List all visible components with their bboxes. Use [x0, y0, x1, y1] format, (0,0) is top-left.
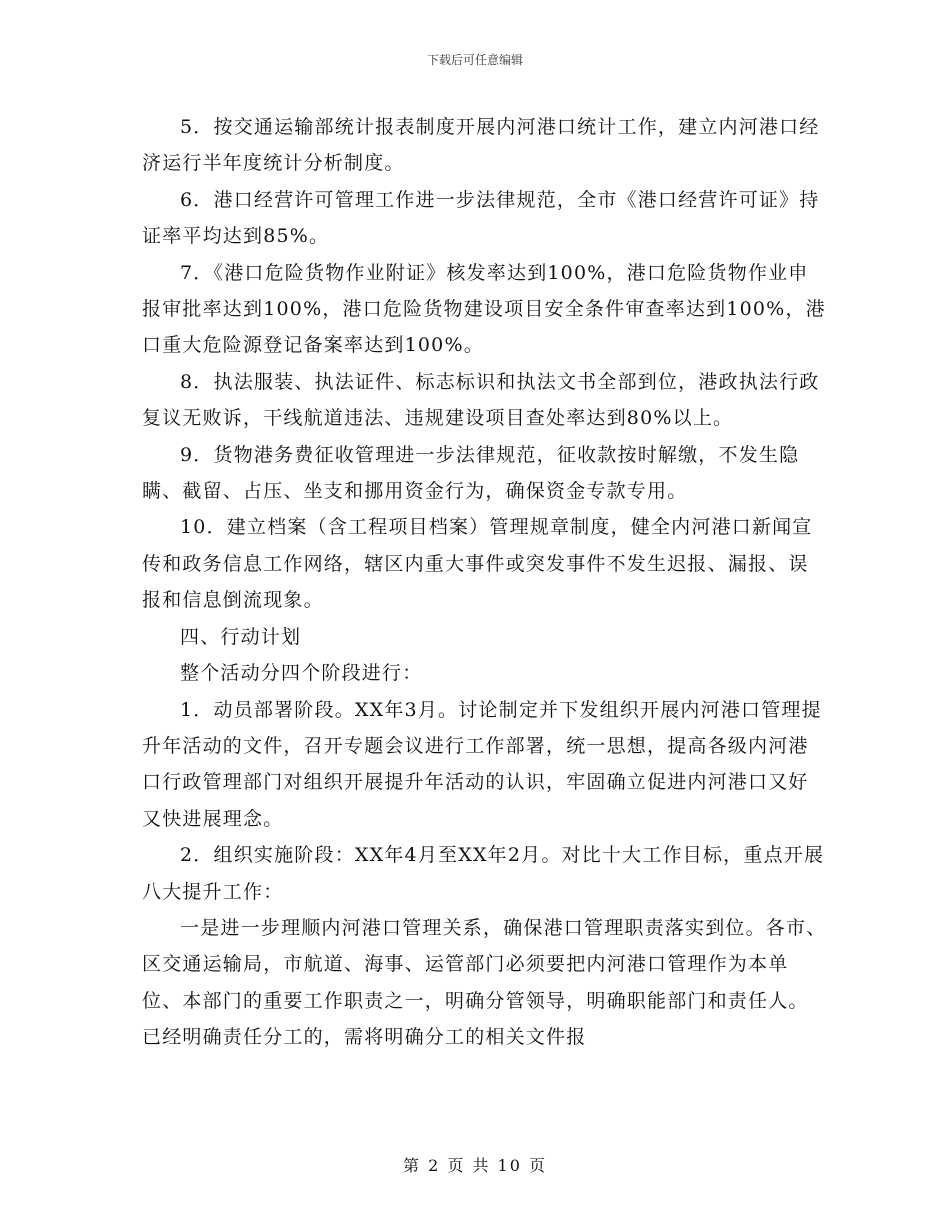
paragraph-phase-2: 2．组织实施阶段：XX年4月至XX年2月。对比十大工作目标，重点开展八大提升工作： — [142, 844, 825, 903]
paragraph-goal-8: 8．执法服装、执法证件、标志标识和执法文书全部到位，港政执法行政复议无败诉，干线航道违法、违规建设项目查处率达到80%以上。 — [142, 370, 820, 430]
paragraph-goal-6: 6．港口经营许可管理工作进一步法律规范，全市《港口经营许可证》持证率平均达到85%。 — [142, 188, 820, 248]
paragraph-goal-5: 5．按交通运输部统计报表制度开展内河港口统计工作，建立内河港口经济运行半年度统计分析制度。 — [142, 116, 820, 175]
paragraph-phases-intro: 整个活动分四个阶段进行： — [180, 662, 423, 685]
paragraph-goal-7: 7．《港口危险货物作业附证》核发率达到100%，港口危险货物作业申报审批率达到100%，港口危险货物建设项目安全条件审查率达到100%，港口重大危险源登记备案率达到100%。 — [142, 261, 826, 357]
section-heading-action-plan: 四、行动计划 — [180, 625, 302, 648]
paragraph-goal-10: 10．建立档案（含工程项目档案）管理规章制度，健全内河港口新闻宣传和政务信息工作网络，辖区内重大事件或突发事件不发生迟报、漏报、误报和信息倒流现象。 — [142, 516, 813, 612]
document-body — [142, 109, 827, 1056]
page-number-footer: 第 2 页 共 10 页 — [403, 1156, 547, 1175]
paragraph-phase-1: 1．动员部署阶段。XX年3月。讨论制定并下发组织开展内河港口管理提升年活动的文件，召开专题会议进行工作部署，统一思想，提高各级内河港口行政管理部门对组织开展提升年活动的认识，牢固确立促进内河港口又好又快进展理念。 — [142, 698, 822, 830]
paragraph-goal-9: 9．货物港务费征收管理进一步法律规范，征收款按时解缴，不发生隐瞒、截留、占压、坐支和挪用资金行为，确保资金专款专用。 — [142, 443, 800, 503]
paragraph-task-1: 一是进一步理顺内河港口管理关系，确保港口管理职责落实到位。各市、区交通运输局，市航道、海事、运管部门必须要把内河港口管理作为本单位、本部门的重要工作职责之一，明确分管领导，明确职能部门和责任人。已经明确责任分工的，需将明确分工的相关文件报 — [142, 916, 827, 1049]
page-header-note: 下载后可任意编辑 — [426, 53, 523, 67]
